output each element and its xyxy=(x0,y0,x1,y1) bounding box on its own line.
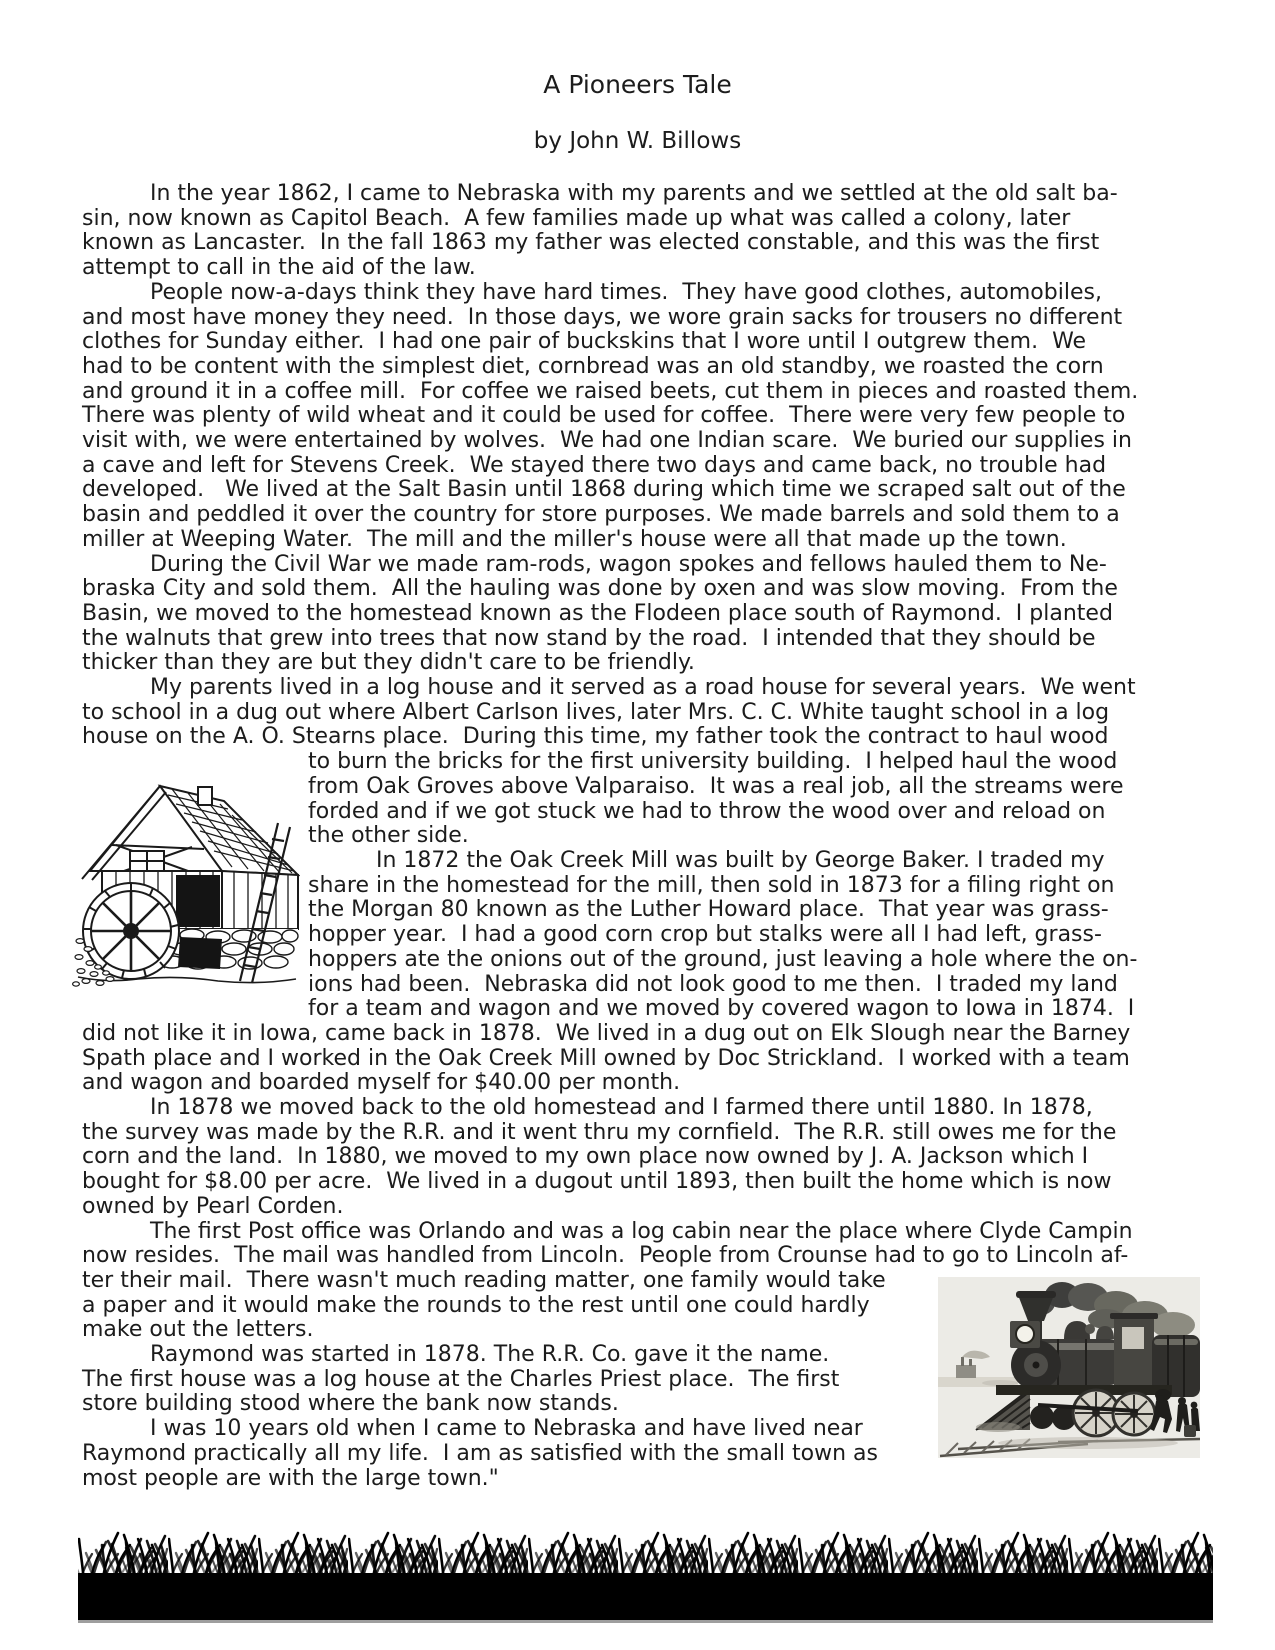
page-byline: by John W. Billows xyxy=(533,128,742,154)
story-line: to school in a dug out where Albert Carlson lives, later Mrs. C. C. White taught school in a log xyxy=(82,699,1110,725)
story-line: braska City and sold them. All the hauling was done by oxen and was slow moving. From the xyxy=(82,576,1118,602)
story-line: for a team and wagon and we moved by covered wagon to Iowa in 1874. I xyxy=(308,996,1135,1022)
story-line: In 1872 the Oak Creek Mill was built by George Baker. I traded my xyxy=(376,847,1105,873)
locomotive-illustration xyxy=(938,1277,1200,1458)
story-line: a paper and it would make the rounds to the rest until one could hardly xyxy=(82,1292,870,1318)
story-line: thicker than they are but they didn't care to be friendly. xyxy=(82,650,695,676)
story-line: Spath place and I worked in the Oak Creek Mill owned by Doc Strickland. I worked with a team xyxy=(82,1045,1130,1071)
story-line: bought for $8.00 per acre. We lived in a dugout until 1893, then built the home which is now xyxy=(82,1169,1112,1195)
story-line: Raymond practically all my life. I am as satisfied with the small town as xyxy=(82,1440,878,1466)
story-line: now resides. The mail was handled from Lincoln. People from Crounse had to go to Lincoln af- xyxy=(82,1243,1129,1269)
story-line: Basin, we moved to the homestead known as the Flodeen place south of Raymond. I planted xyxy=(82,600,1113,626)
story-line: the Morgan 80 known as the Luther Howard place. That year was grass- xyxy=(308,897,1109,923)
story-line: People now-a-days think they have hard times. They have good clothes, automobiles, xyxy=(150,279,1102,305)
grass-border xyxy=(78,1527,1213,1623)
story-line: most people are with the large town." xyxy=(82,1465,499,1491)
story-line: did not like it in Iowa, came back in 1878. We lived in a dug out on Elk Slough near the Barney xyxy=(82,1020,1131,1046)
story-line: make out the letters. xyxy=(82,1317,314,1343)
story-line: and ground it in a coffee mill. For coffee we raised beets, cut them in pieces and roasted them. xyxy=(82,378,1139,404)
story-line: I was 10 years old when I came to Nebraska and have lived near xyxy=(150,1416,863,1442)
story-line: from Oak Groves above Valparaiso. It was a real job, all the streams were xyxy=(308,773,1124,799)
story-line: The first Post office was Orlando and was a log cabin near the place where Clyde Campin xyxy=(150,1218,1133,1244)
story-line: house on the A. O. Stearns place. During this time, my father took the contract to haul wood xyxy=(82,724,1109,750)
story-line: share in the homestead for the mill, then sold in 1873 for a filing right on xyxy=(308,872,1115,898)
story-line: My parents lived in a log house and it served as a road house for several years. We went xyxy=(150,675,1136,701)
paragraph xyxy=(82,1096,1202,1220)
story-line: the survey was made by the R.R. and it went thru my cornfield. The R.R. still owes me for the xyxy=(82,1119,1117,1145)
story-line: In 1878 we moved back to the old homestead and I farmed there until 1880. In 1878, xyxy=(150,1095,1093,1121)
story-line: In the year 1862, I came to Nebraska with my parents and we settled at the old salt ba- xyxy=(150,181,1118,206)
watermill-illustration xyxy=(72,779,300,987)
story-line: developed. We lived at the Salt Basin until 1868 during which time we scraped salt out of the xyxy=(82,477,1126,503)
story-line: visit with, we were entertained by wolves. We had one Indian scare. We buried our supplies in xyxy=(82,428,1132,454)
story-line: attempt to call in the aid of the law. xyxy=(82,255,476,281)
story-line: to burn the bricks for the first university building. I helped haul the wood xyxy=(308,749,1118,775)
story-line: During the Civil War we made ram-rods, wagon spokes and fellows hauled them to Ne- xyxy=(150,551,1107,577)
story-line: clothes for Sunday either. I had one pair of buckskins that I wore until I outgrew them. We xyxy=(82,329,1087,355)
story-line: a cave and left for Stevens Creek. We stayed there two days and came back, no trouble had xyxy=(82,452,1107,478)
story-line: corn and the land. In 1880, we moved to my own place now owned by J. A. Jackson which I xyxy=(82,1144,1089,1170)
story-line: and wagon and boarded myself for $40.00 per month. xyxy=(82,1070,681,1096)
story-line: The first house was a log house at the Charles Priest place. The first xyxy=(82,1366,840,1392)
story-line: miller at Weeping Water. The mill and the miller's house were all that made up the town. xyxy=(82,526,1067,552)
story-line: and most have money they need. In those days, we wore grain sacks for trousers no different xyxy=(82,304,1123,330)
story-line: had to be content with the simplest diet, cornbread was an old standby, we roasted the corn xyxy=(82,353,1104,379)
story-line: the walnuts that grew into trees that now stand by the road. I intended that they should be xyxy=(82,625,1096,651)
story-line: There was plenty of wild wheat and it could be used for coffee. There were very few people to xyxy=(82,403,1126,429)
story-line: owned by Pearl Corden. xyxy=(82,1193,344,1219)
story-line: basin and peddled it over the country for store purposes. We made barrels and sold them to a xyxy=(82,502,1120,528)
story-line: ter their mail. There wasn't much reading matter, one family would take xyxy=(82,1267,886,1293)
page-title: A Pioneers Tale xyxy=(543,70,732,99)
story-line: Raymond was started in 1878. The R.R. Co. gave it the name. xyxy=(150,1342,830,1368)
paragraph xyxy=(82,553,1202,677)
story-line: the other side. xyxy=(308,823,469,849)
story-line: ions had been. Nebraska did not look good to me then. I traded my land xyxy=(308,971,1118,997)
story-line: hopper year. I had a good corn crop but stalks were all I had left, grass- xyxy=(308,922,1102,948)
story-line: hoppers ate the onions out of the ground, just leaving a hole where the on- xyxy=(308,946,1138,972)
story-line: known as Lancaster. In the fall 1863 my father was elected constable, and this was the first xyxy=(82,230,1100,256)
story-line: forded and if we got stuck we had to throw the wood over and reload on xyxy=(308,798,1106,824)
story-line: store building stood where the bank now stands. xyxy=(82,1391,619,1417)
paragraph xyxy=(82,182,1202,281)
paragraph xyxy=(82,281,1202,553)
story-line: sin, now known as Capitol Beach. A few families made up what was called a colony, later xyxy=(82,205,1071,231)
